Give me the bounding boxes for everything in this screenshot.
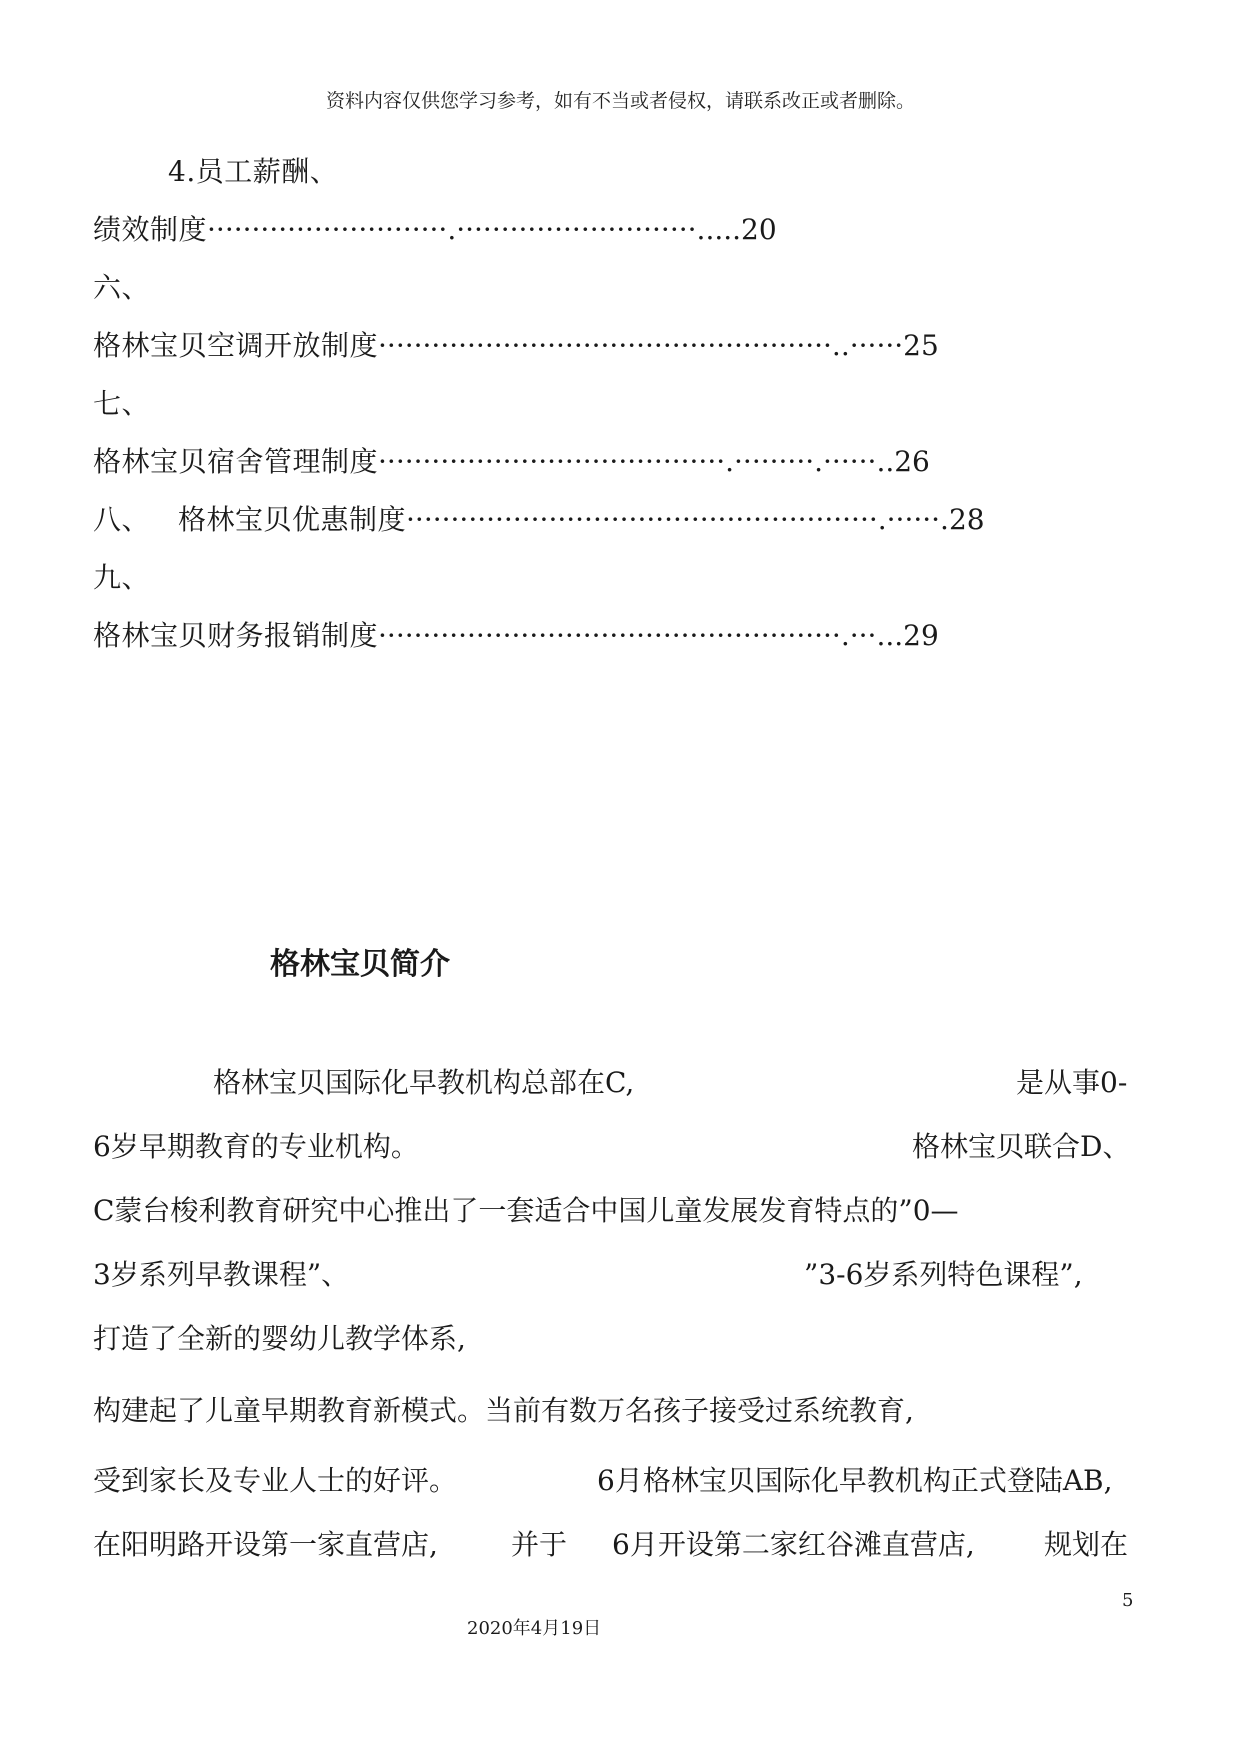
toc-leader: ·······································.·········.······..26 bbox=[378, 445, 930, 478]
toc-label: 格林宝贝优惠制度 bbox=[178, 503, 407, 536]
toc-section-9: 九、 bbox=[93, 561, 151, 594]
toc-line-4: 4.员工薪酬、 bbox=[168, 155, 339, 188]
toc-number: 八、 bbox=[93, 503, 151, 536]
intro-line-4b: ”3-6岁系列特色课程”, bbox=[804, 1258, 1083, 1291]
intro-line-4a: 3岁系列早教课程”、 bbox=[93, 1258, 350, 1291]
footer-date: 2020年4月19日 bbox=[467, 1618, 602, 1639]
toc-leader: ···················································..······25 bbox=[378, 329, 939, 362]
intro-line-8c: 6月开设第二家红谷滩直营店, bbox=[612, 1528, 975, 1561]
intro-line-8b: 并于 bbox=[511, 1528, 568, 1561]
toc-label: 格林宝贝财务报销制度 bbox=[93, 619, 379, 652]
toc-line-performance bbox=[93, 208, 777, 248]
toc-leader: ···························.···························.....20 bbox=[207, 213, 777, 246]
toc-line-dormitory bbox=[93, 440, 930, 480]
toc-line-discount bbox=[93, 498, 985, 538]
toc-line-aircon bbox=[93, 324, 939, 364]
intro-line-8a: 在阳明路开设第一家直营店, bbox=[93, 1528, 438, 1561]
intro-line-6: 构建起了儿童早期教育新模式。当前有数万名孩子接受过系统教育, bbox=[93, 1394, 914, 1427]
intro-line-1a: 格林宝贝国际化早教机构总部在C, bbox=[213, 1066, 635, 1099]
intro-line-3: C蒙台梭利教育研究中心推出了一套适合中国儿童发展发育特点的”0— bbox=[93, 1194, 959, 1227]
header-notice: 资料内容仅供您学习参考，如有不当或者侵权，请联系改正或者删除。 bbox=[325, 90, 915, 112]
section-title: 格林宝贝简介 bbox=[270, 947, 450, 982]
toc-leader: ·····················································.······.28 bbox=[406, 503, 985, 536]
toc-line-reimbursement bbox=[93, 614, 939, 654]
intro-line-1b: 是从事0- bbox=[1016, 1066, 1128, 1099]
toc-section-7: 七、 bbox=[93, 387, 151, 420]
toc-label: 绩效制度 bbox=[93, 213, 208, 246]
intro-line-5: 打造了全新的婴幼儿教学体系, bbox=[93, 1322, 466, 1355]
intro-line-7b: 6月格林宝贝国际化早教机构正式登陆AB, bbox=[597, 1464, 1113, 1497]
page-number: 5 bbox=[1122, 1590, 1134, 1611]
intro-line-2b: 格林宝贝联合D、 bbox=[912, 1130, 1131, 1163]
intro-line-7a: 受到家长及专业人士的好评。 bbox=[93, 1464, 458, 1497]
intro-line-2a: 6岁早期教育的专业机构。 bbox=[93, 1130, 419, 1163]
intro-line-8d: 规划在 bbox=[1044, 1528, 1129, 1561]
toc-leader: ····················································.···...29 bbox=[378, 619, 939, 652]
toc-label: 格林宝贝空调开放制度 bbox=[93, 329, 379, 362]
toc-section-6: 六、 bbox=[93, 271, 151, 304]
toc-label: 格林宝贝宿舍管理制度 bbox=[93, 445, 379, 478]
